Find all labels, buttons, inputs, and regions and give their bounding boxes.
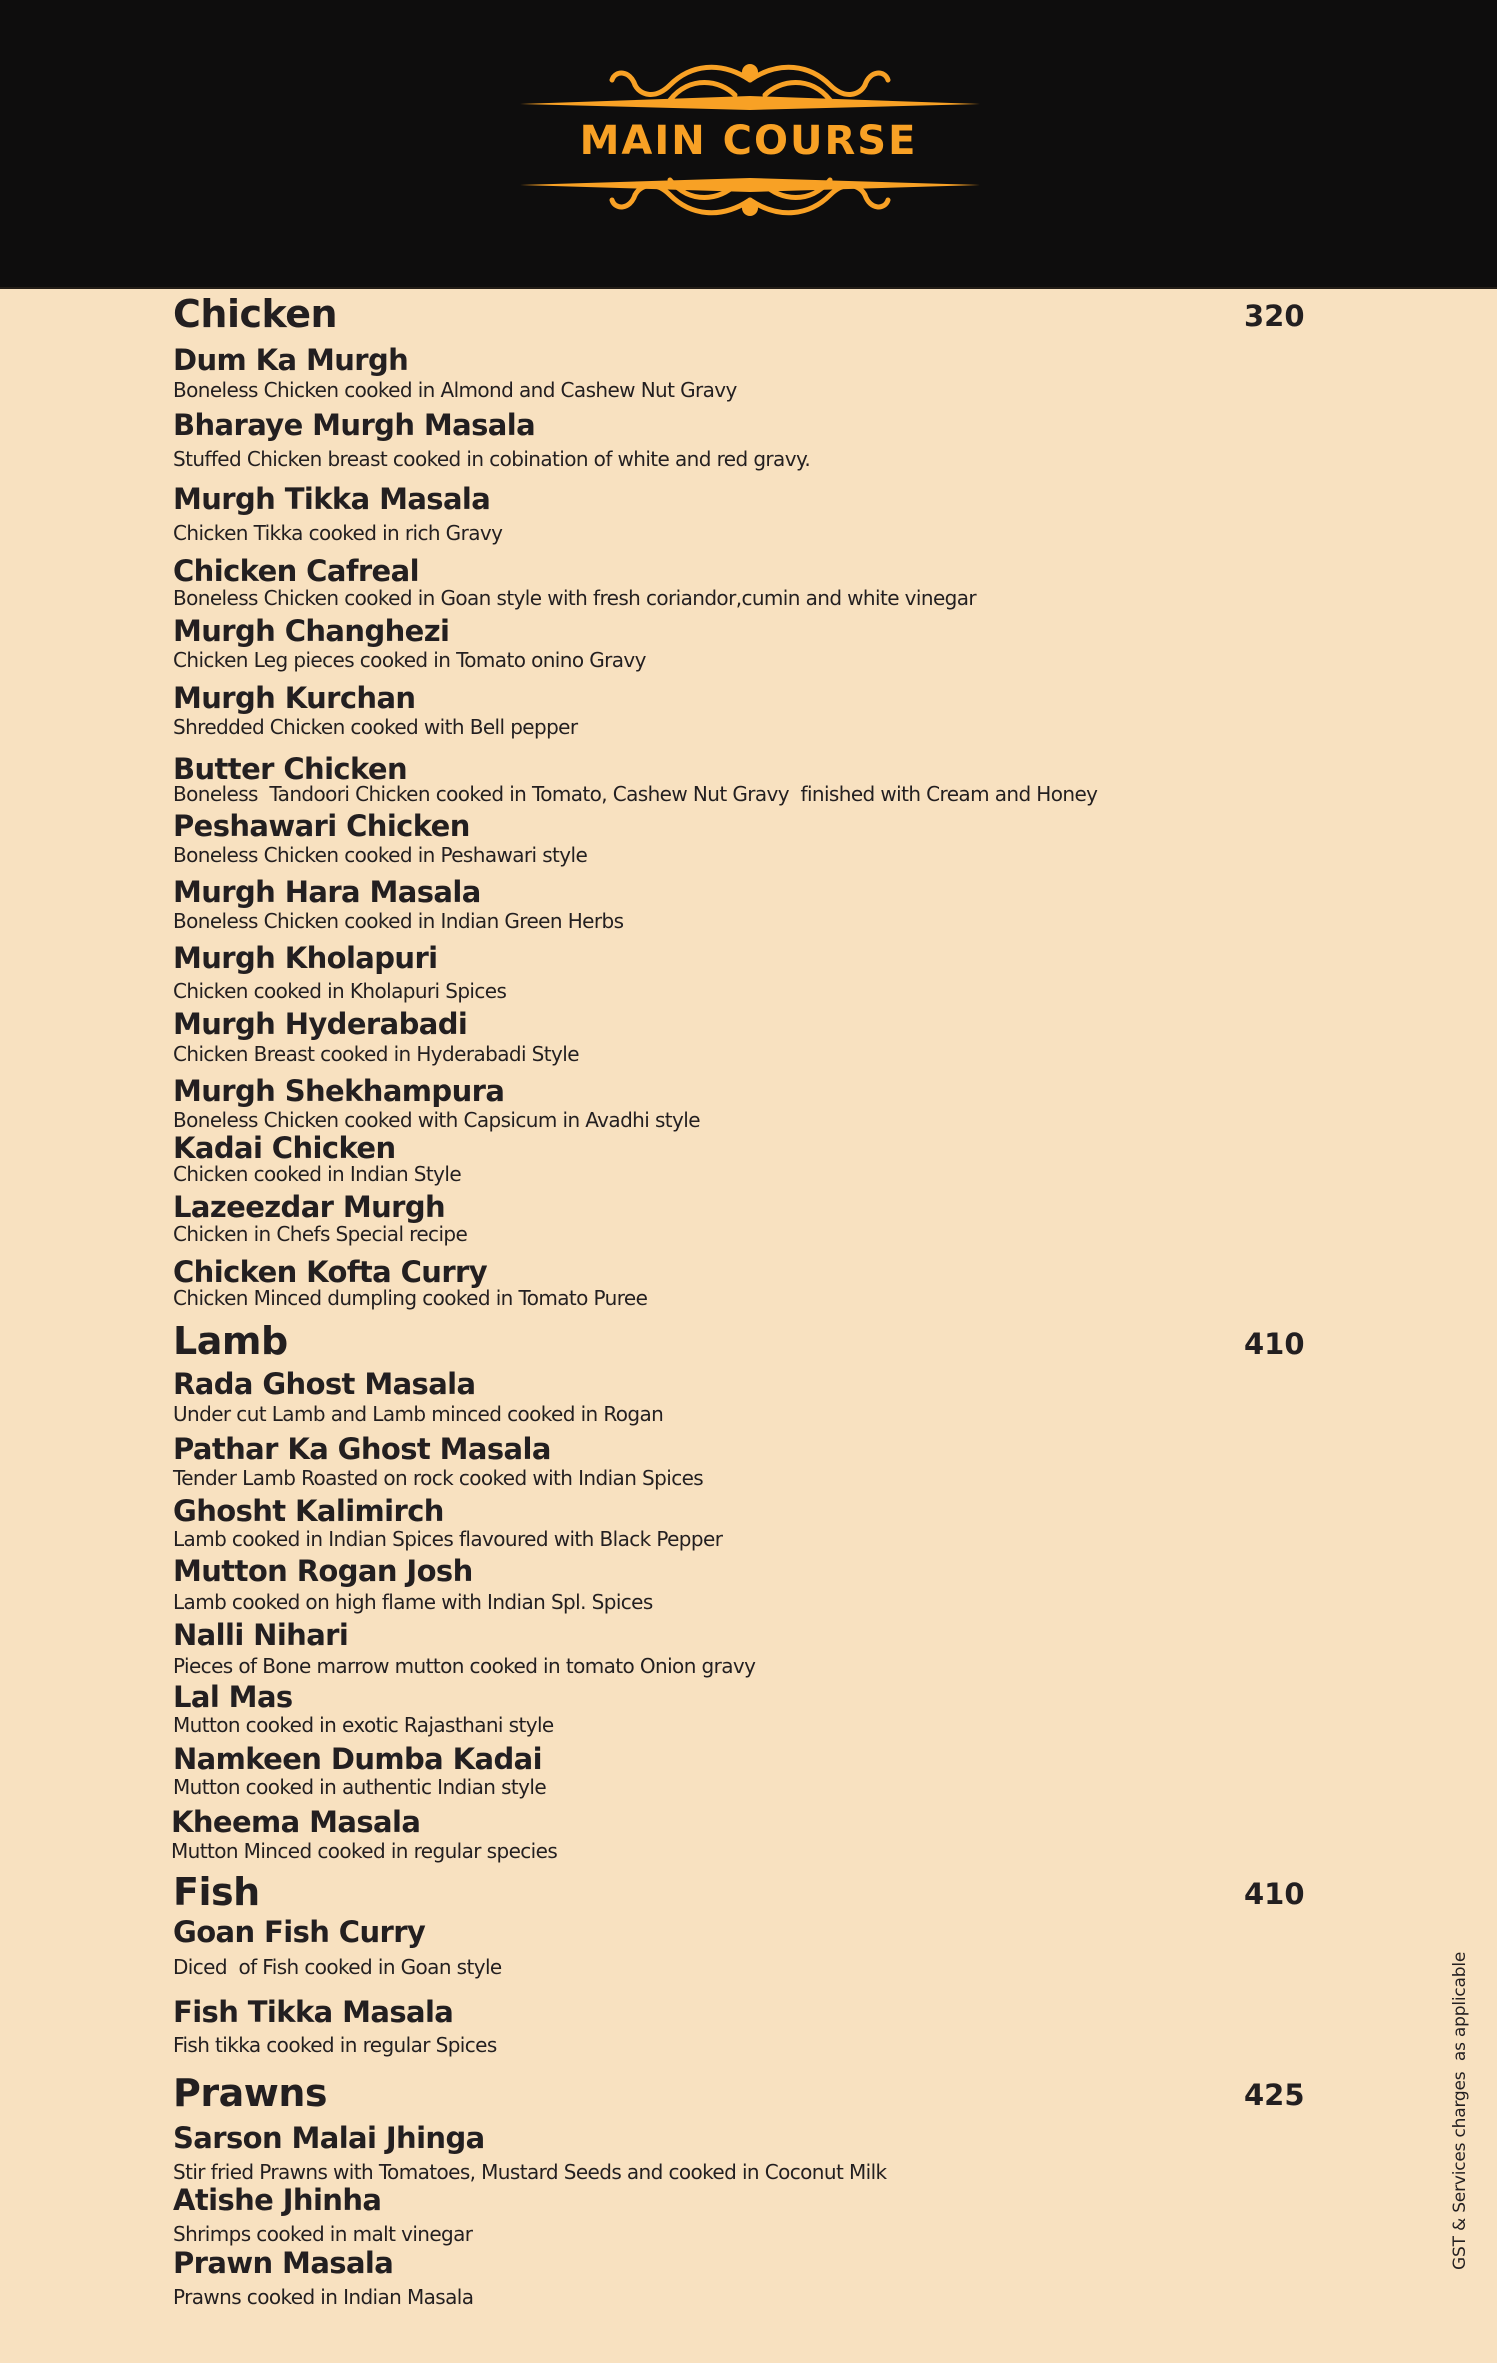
menu-item-desc: Chicken Leg pieces cooked in Tomato onino Gravy: [173, 648, 646, 672]
menu-item-name: Murgh Hyderabadi: [173, 1007, 468, 1041]
menu-item-desc: Lamb cooked on high flame with Indian Spl. Spices: [173, 1590, 653, 1614]
menu-item-desc: Chicken cooked in Kholapuri Spices: [173, 979, 507, 1003]
menu-item-desc: Diced of Fish cooked in Goan style: [173, 1955, 502, 1979]
menu-item-name: Murgh Changhezi: [173, 614, 450, 648]
menu-item-desc: Fish tikka cooked in regular Spices: [173, 2033, 497, 2057]
menu-item-name: Murgh Kholapuri: [173, 941, 438, 975]
menu-item-name: Goan Fish Curry: [173, 1915, 426, 1949]
menu-item-name: Murgh Shekhampura: [173, 1074, 505, 1108]
menu-item-name: Lal Mas: [173, 1680, 293, 1714]
menu-item-desc: Boneless Chicken cooked with Capsicum in Avadhi style: [173, 1108, 700, 1132]
page-title: MAIN COURSE: [579, 118, 918, 164]
category-price-lamb: 410: [1244, 1327, 1305, 1361]
menu-item-desc: Pieces of Bone marrow mutton cooked in tomato Onion gravy: [173, 1654, 756, 1678]
category-title-fish: Fish: [173, 1870, 260, 1914]
menu-item-name: Atishe Jhinha: [173, 2183, 382, 2217]
menu-item-name: Lazeezdar Murgh: [173, 1190, 446, 1224]
category-price-chicken: 320: [1244, 299, 1305, 333]
menu-item-desc: Boneless Chicken cooked in Almond and Cashew Nut Gravy: [173, 378, 737, 402]
menu-item-name: Prawn Masala: [173, 2246, 394, 2280]
menu-item-desc: Mutton cooked in exotic Rajasthani style: [173, 1713, 554, 1737]
menu-item-name: Butter Chicken: [173, 752, 408, 786]
menu-item-name: Murgh Tikka Masala: [173, 482, 491, 516]
tax-note: GST & Services charges as applicable: [1450, 1951, 1470, 2270]
menu-item-desc: Shredded Chicken cooked with Bell pepper: [173, 715, 578, 739]
menu-item-name: Dum Ka Murgh: [173, 343, 409, 377]
menu-item-name: Pathar Ka Ghost Masala: [173, 1432, 551, 1466]
menu-item-desc: Shrimps cooked in malt vinegar: [173, 2222, 473, 2246]
menu-item-desc: Stuffed Chicken breast cooked in cobination of white and red gravy.: [173, 447, 811, 471]
menu-item-name: Chicken Cafreal: [173, 554, 419, 588]
menu-item-name: Namkeen Dumba Kadai: [173, 1742, 542, 1776]
menu-item-desc: Chicken Tikka cooked in rich Gravy: [173, 521, 503, 545]
category-title-chicken: Chicken: [173, 292, 338, 336]
menu-item-desc: Prawns cooked in Indian Masala: [173, 2285, 474, 2309]
category-title-lamb: Lamb: [173, 1319, 288, 1363]
category-price-prawns: 425: [1244, 2078, 1305, 2112]
menu-item-name: Peshawari Chicken: [173, 809, 470, 843]
menu-item-desc: Boneless Chicken cooked in Peshawari style: [173, 843, 588, 867]
menu-item-name: Kheema Masala: [171, 1805, 421, 1839]
menu-item-desc: Mutton cooked in authentic Indian style: [173, 1775, 547, 1799]
menu-item-name: Kadai Chicken: [173, 1131, 396, 1165]
menu-item-desc: Tender Lamb Roasted on rock cooked with Indian Spices: [173, 1466, 704, 1490]
menu-item-desc: Lamb cooked in Indian Spices flavoured with Black Pepper: [173, 1527, 723, 1551]
category-title-prawns: Prawns: [173, 2071, 328, 2115]
menu-item-desc: Chicken Minced dumpling cooked in Tomato Puree: [173, 1286, 648, 1310]
menu-item-name: Ghosht Kalimirch: [173, 1494, 444, 1528]
header-band: [0, 0, 1497, 289]
menu-item-desc: Mutton Minced cooked in regular species: [171, 1839, 558, 1863]
menu-item-desc: Under cut Lamb and Lamb minced cooked in Rogan: [173, 1402, 664, 1426]
menu-item-name: Murgh Kurchan: [173, 681, 416, 715]
category-price-fish: 410: [1244, 1877, 1305, 1911]
menu-item-desc: Stir fried Prawns with Tomatoes, Mustard Seeds and cooked in Coconut Milk: [173, 2160, 887, 2184]
menu-item-desc: Chicken in Chefs Special recipe: [173, 1222, 468, 1246]
menu-item-desc: Chicken Breast cooked in Hyderabadi Style: [173, 1042, 579, 1066]
menu-item-desc: Boneless Chicken cooked in Indian Green Herbs: [173, 909, 624, 933]
menu-item-name: Chicken Kofta Curry: [173, 1255, 488, 1289]
menu-item-name: Rada Ghost Masala: [173, 1367, 476, 1401]
menu-item-name: Murgh Hara Masala: [173, 875, 481, 909]
menu-item-name: Nalli Nihari: [173, 1618, 349, 1652]
menu-item-name: Bharaye Murgh Masala: [173, 408, 536, 442]
menu-item-name: Mutton Rogan Josh: [173, 1554, 473, 1588]
menu-item-desc: Boneless Chicken cooked in Goan style with fresh coriandor,cumin and white vinegar: [173, 586, 977, 610]
menu-item-desc: Chicken cooked in Indian Style: [173, 1162, 462, 1186]
menu-item-desc: Boneless Tandoori Chicken cooked in Tomato, Cashew Nut Gravy finished with Cream and Honey: [173, 782, 1098, 806]
menu-item-name: Sarson Malai Jhinga: [173, 2121, 485, 2155]
menu-item-name: Fish Tikka Masala: [173, 1995, 454, 2029]
